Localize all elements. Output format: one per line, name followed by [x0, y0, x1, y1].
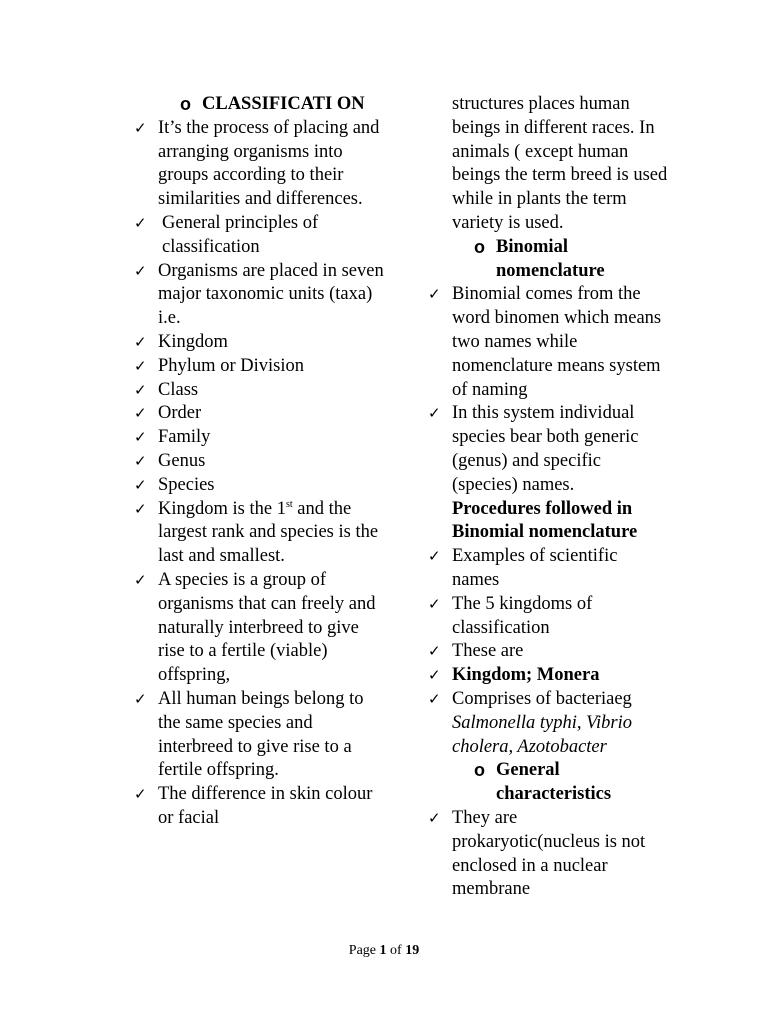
circle-bullet-icon: o — [474, 760, 485, 781]
list-item — [134, 331, 384, 355]
checkmark-icon: ✓ — [134, 570, 147, 589]
checkmark-icon: ✓ — [134, 689, 147, 708]
list-item — [134, 402, 384, 426]
list-item-text: Examples of scientific names — [452, 546, 618, 590]
list-item — [134, 688, 384, 783]
list-item-text: Species — [158, 474, 215, 495]
page-number: 1 — [379, 943, 387, 958]
kingdom-rank-text: Kingdom is the 1 — [158, 498, 286, 519]
list-item — [134, 450, 384, 474]
checkmark-icon: ✓ — [428, 642, 441, 661]
list-item-text: The 5 kingdoms of classification — [452, 593, 593, 638]
general-characteristics-heading — [428, 759, 668, 807]
right-column — [428, 93, 668, 902]
classification-heading — [134, 93, 384, 117]
list-item-text: General principles of classification — [162, 212, 319, 257]
list-item-text: It’s the process of placing and arranging organisms into groups according to their similarities and differences. — [158, 117, 380, 210]
list-item-text — [452, 688, 668, 759]
checkmark-icon: ✓ — [428, 808, 441, 827]
checkmark-icon: ✓ — [428, 666, 441, 685]
list-item — [134, 212, 384, 260]
list-item-text: Genus — [158, 450, 206, 471]
checkmark-icon: ✓ — [134, 213, 147, 232]
checkmark-icon: ✓ — [134, 380, 147, 399]
checkmark-icon: ✓ — [134, 404, 147, 423]
circle-bullet-icon: o — [474, 236, 485, 257]
list-item — [428, 807, 668, 902]
checkmark-icon: ✓ — [428, 689, 441, 708]
page-total: 19 — [405, 943, 420, 958]
binomial-heading-text: Binomial nomenclature — [496, 236, 605, 281]
list-item — [134, 426, 384, 450]
kingdom-monera-text: Kingdom; Monera — [452, 665, 600, 686]
list-item — [428, 664, 668, 688]
binomial-heading — [428, 236, 668, 284]
checkmark-icon: ✓ — [134, 428, 147, 447]
circle-bullet-icon: o — [180, 94, 191, 114]
general-characteristics-heading-text: General characteristics — [496, 760, 612, 805]
list-item-text: Kingdom — [158, 331, 228, 352]
of-word: of — [390, 943, 402, 958]
left-column — [134, 93, 384, 831]
list-item — [428, 593, 668, 641]
list-item-text: Class — [158, 379, 199, 400]
list-item — [134, 569, 384, 688]
procedures-heading: Procedures followed in Binomial nomenclature — [452, 498, 638, 543]
bacteria-examples: Salmonella typhi, Vibrio cholera, Azotobacter — [452, 712, 633, 757]
checkmark-icon: ✓ — [428, 404, 441, 423]
list-item-text: The difference in skin colour or facial — [158, 784, 373, 828]
list-item — [428, 688, 668, 759]
checkmark-icon: ✓ — [134, 332, 147, 351]
list-item — [134, 783, 384, 831]
checkmark-icon: ✓ — [134, 499, 147, 518]
checkmark-icon: ✓ — [428, 285, 441, 304]
ordinal-suffix: st — [285, 498, 293, 510]
list-item-text: These are — [452, 641, 524, 662]
page-word: Page — [348, 943, 377, 958]
page-footer — [0, 942, 768, 960]
list-item — [134, 379, 384, 403]
bacteria-text: Comprises of bacteriaeg — [452, 688, 632, 709]
list-item-text: Phylum or Division — [158, 355, 304, 376]
list-item — [134, 117, 384, 212]
continuation-paragraph: structures places human beings in different races. In animals ( except human beings the term breed is used while in plants the term variety is used. — [452, 94, 668, 233]
list-item-text: Order — [158, 403, 202, 424]
checkmark-icon: ✓ — [134, 785, 147, 804]
list-item — [134, 498, 384, 569]
checkmark-icon: ✓ — [134, 451, 147, 470]
list-item-text: They are prokaryotic(nucleus is not enclosed in a nuclear membrane — [452, 807, 646, 900]
list-item-text: All human beings belong to the same species and interbreed to give rise to a fertile offspring. — [158, 688, 364, 781]
kingdom-rank-rest: and the largest rank and species is the last and smallest. — [158, 498, 379, 567]
checkmark-icon: ✓ — [134, 261, 147, 280]
checkmark-icon: ✓ — [428, 547, 441, 566]
list-item — [134, 474, 384, 498]
list-item-text: Organisms are placed in seven major taxonomic units (taxa) i.e. — [158, 260, 384, 329]
list-item-text: Family — [158, 427, 211, 448]
checkmark-icon: ✓ — [134, 356, 147, 375]
checkmark-icon: ✓ — [134, 118, 147, 137]
list-item-text: Binomial comes from the word binomen which means two names while nomenclature means system of naming — [452, 284, 662, 400]
list-item-text — [158, 498, 384, 569]
list-item — [428, 283, 668, 402]
list-item — [428, 640, 668, 664]
list-item-text: A species is a group of organisms that can freely and naturally interbreed to give rise to a fertile (viable) offspring, — [158, 569, 376, 686]
list-item — [134, 260, 384, 331]
list-item-text: In this system individual species bear both generic (genus) and specific (species) names. — [452, 403, 639, 495]
list-item — [134, 355, 384, 379]
list-item — [428, 545, 668, 593]
checkmark-icon: ✓ — [134, 475, 147, 494]
list-item — [428, 402, 668, 497]
classification-heading-text: CLASSIFICATI ON — [202, 94, 365, 114]
checkmark-icon: ✓ — [428, 594, 441, 613]
